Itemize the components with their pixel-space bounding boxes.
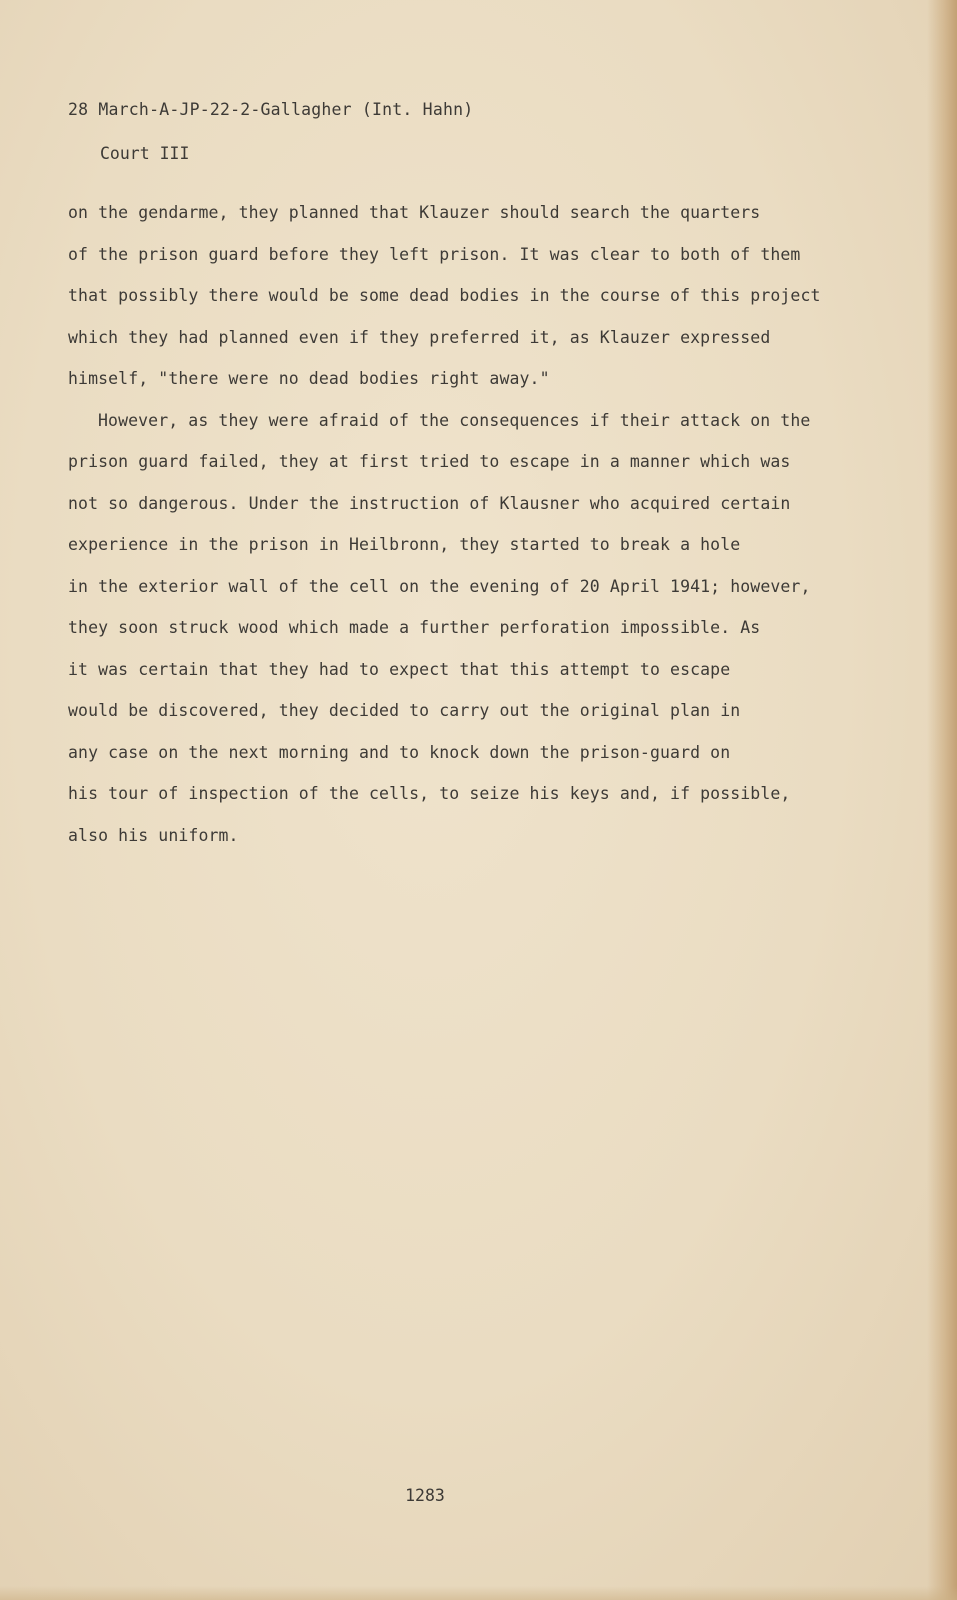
text-line: himself, "there were no dead bodies right away." bbox=[68, 369, 550, 388]
text-line: that possibly there would be some dead bodies in the course of this project bbox=[68, 286, 821, 305]
text-line: experience in the prison in Heilbronn, they started to break a hole bbox=[68, 535, 741, 554]
page-bottom-shadow bbox=[0, 1586, 957, 1600]
text-line: they soon struck wood which made a further perforation impossible. As bbox=[68, 618, 761, 637]
text-line: it was certain that they had to expect that this attempt to escape bbox=[68, 659, 731, 679]
text-line: prison guard failed, they at first tried to escape in a manner which was bbox=[68, 452, 791, 471]
text-line: of the prison guard before they left prison. It was clear to both of them bbox=[68, 244, 801, 264]
document-header: 28 March-A-JP-22-2-Gallagher (Int. Hahn) bbox=[68, 100, 474, 119]
text-line: any case on the next morning and to knock down the prison-guard on bbox=[68, 742, 731, 762]
page-edge-shadow bbox=[927, 0, 957, 1600]
page-number: 1283 bbox=[405, 1486, 445, 1505]
text-line: in the exterior wall of the cell on the evening of 20 April 1941; however, bbox=[68, 576, 811, 596]
text-line: also his uniform. bbox=[68, 825, 239, 845]
body-text bbox=[68, 202, 848, 866]
text-line: not so dangerous. Under the instruction of Klausner who acquired certain bbox=[68, 493, 791, 513]
text-line: would be discovered, they decided to carry out the original plan in bbox=[68, 701, 741, 720]
text-line: which they had planned even if they preferred it, as Klauzer expressed bbox=[68, 327, 771, 347]
court-label: Court III bbox=[100, 144, 190, 163]
text-line: his tour of inspection of the cells, to seize his keys and, if possible, bbox=[68, 784, 791, 803]
text-line: on the gendarme, they planned that Klauzer should search the quarters bbox=[68, 203, 761, 222]
paragraph-start-line: However, as they were afraid of the consequences if their attack on the bbox=[98, 410, 811, 430]
